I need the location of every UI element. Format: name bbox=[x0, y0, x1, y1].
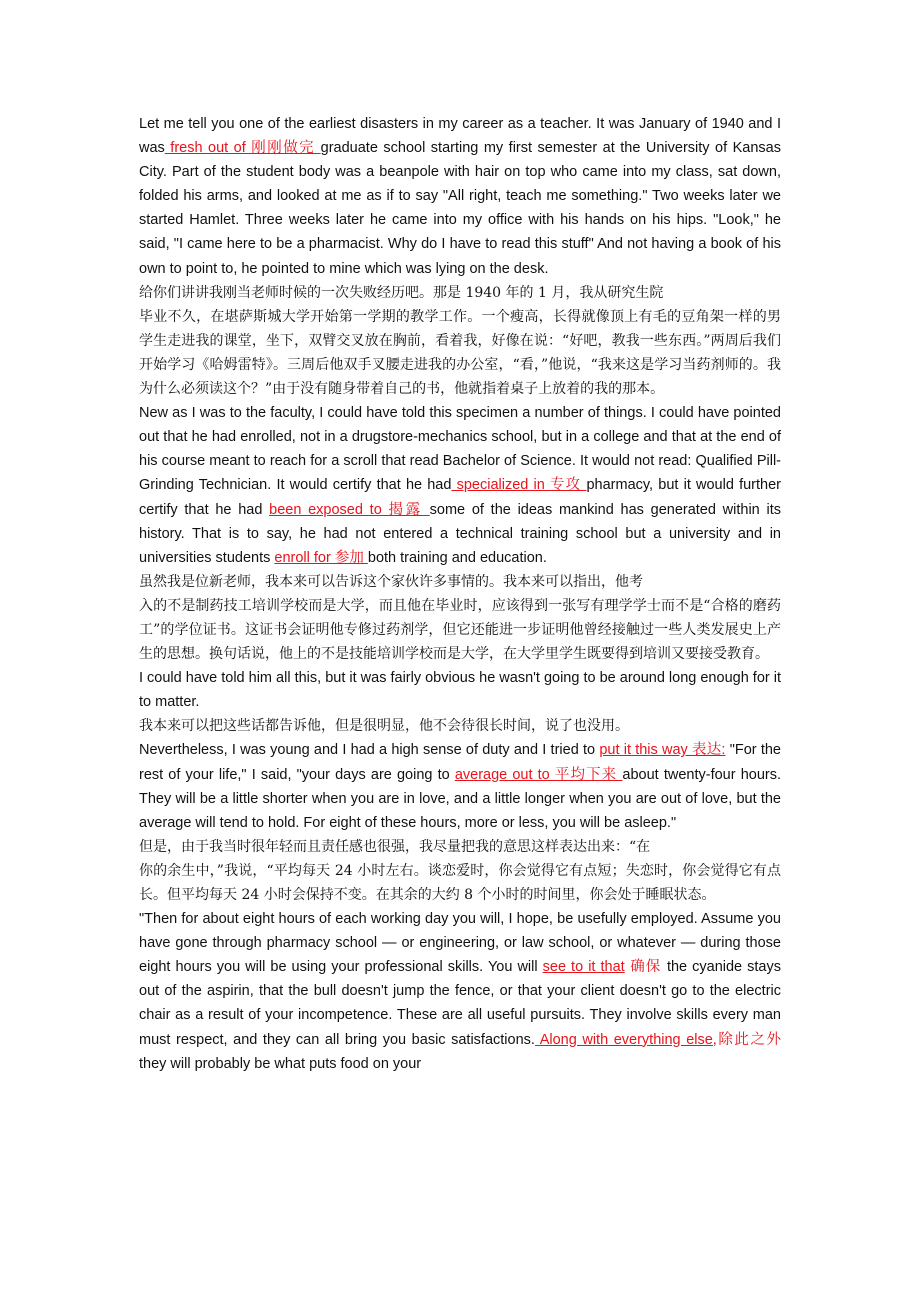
vocab-enroll-for: enroll for 参加 bbox=[274, 549, 368, 566]
vocab-specialized-in: specialized in 专攻 bbox=[451, 477, 587, 494]
vocab-been-exposed-to: been exposed to 揭露 bbox=[269, 501, 430, 518]
paragraph-chinese-2: 虽然我是位新老师，我本来可以告诉这个家伙许多事情的。我本来可以指出，他考 入的不是制药技工培训学校而是大学，而且他在毕业时，应该得到一张写有理学学士而不是“合格的磨药工”的学位证书。这证书会证明他专修过药剂学，但它还能进一步证明他曾经接触过一些人类发展史上产生的思想。换句话说，他上的不是技能培训学校而是大学，在大学里学生既要得到培训又要接受教育。 bbox=[139, 573, 781, 663]
document-page bbox=[139, 112, 781, 1076]
vocab-fresh-out-of: fresh out of 刚刚做完 bbox=[164, 140, 321, 157]
paragraph-chinese-3: 我本来可以把这些话都告诉他，但是很明显，他不会待很长时间，说了也没用。 bbox=[139, 718, 629, 735]
vocab-along-with-everything-else-translation: 除此之外 bbox=[716, 1031, 782, 1048]
vocab-see-to-it-that: see to it that bbox=[542, 959, 625, 976]
paragraph-english-3: I could have told him all this, but it was fairly obvious he wasn't going to be around long enough for it to matter. bbox=[139, 670, 781, 711]
vocab-along-with-everything-else: Along with everything else, bbox=[534, 1031, 717, 1048]
paragraph-english-2: New as I was to the faculty, I could have told this specimen a number of things. I could have pointed out that he had enrolled, not in a drugstore-mechanics school, but in a college and that at the end of his course meant to reach for a scroll that read Bachelor of Science. It would not read: Qualified Pill-Grinding Technician. It would certify that he had specialized in 专攻 pharmacy, but it would further certify that he had been exposed to 揭露 some of the ideas mankind has generated within its history. That is to say, he had not entered a technical training school but a university and in universities students enroll for 参加 both training and education. bbox=[139, 405, 781, 566]
vocab-put-it-this-way: put it this way 表达: bbox=[599, 742, 726, 759]
paragraph-english-5: "Then for about eight hours of each working day you will, I hope, be usefully employed. Assume you have gone through pharmacy school — or engineering, or law school, or whatever — during those eight hours you will be using your professional skills. You will see to it that 确保 the cyanide stays out of the aspirin, that the bull doesn't jump the fence, or that your client doesn't go to the electric chair as a result of your incompetence. These are all useful pursuits. They involve skills every man must respect, and they can all bring you basic satisfactions. Along with everything else,除此之外 they will probably be what puts food on your bbox=[139, 911, 782, 1072]
vocab-average-out-to: average out to 平均下来 bbox=[454, 766, 623, 783]
vocab-see-to-it-that-translation: 确保 bbox=[624, 959, 667, 976]
paragraph-english-4: Nevertheless, I was young and I had a high sense of duty and I tried to put it this way 表达: "For the rest of your life," I said, "your days are going to average out to 平均下来 about twenty-four hours. They will be a little shorter when you are in love, and a little longer when you are out of love, but the average will tend to hold. For eight of these hours, more or less, you will be asleep." bbox=[139, 742, 781, 831]
paragraph-chinese-4: 但是，由于我当时很年轻而且责任感也很强，我尽量把我的意思这样表达出来：“在 你的余生中，”我说，“平均每天 24 小时左右。谈恋爱时，你会觉得它有点短；失恋时，你会觉得它有点长。但平均每天 24 小时会保持不变。在其余的大约 8 个小时的时间里，你会处于睡眠状态。 bbox=[139, 838, 781, 903]
paragraph-chinese-1: 给你们讲讲我刚当老师时候的一次失败经历吧。那是 1940 年的 1 月，我从研究生院 毕业不久，在堪萨斯城大学开始第一学期的教学工作。一个瘦高，长得就像顶上有毛的豆角架一样的男学生走进我的课堂，坐下，双臂交叉放在胸前，看着我，好像在说：“好吧，教我一些东西。”两周后我们开始学习《哈姆雷特》。三周后他双手叉腰走进我的办公室，“看，”他说，“我来这是学习当药剂师的。我为什么必须读这个？”由于没有随身带着自己的书，他就指着桌子上放着的我的那本。 bbox=[139, 284, 781, 398]
paragraph-english-1: Let me tell you one of the earliest disasters in my career as a teacher. It was January of 1940 and I was fresh out of 刚刚做完 graduate school starting my first semester at the University of Kansas City. Part of the student body was a beanpole with hair on top who came into my class, sat down, folded his arms, and looked at me as if to say "All right, teach me something." Two weeks later we started Hamlet. Three weeks later he came into my office with his hands on his hips. "Look," he said, "I came here to be a pharmacist. Why do I have to read this stuff" And not having a book of his own to point to, he pointed to mine which was lying on the desk. bbox=[139, 116, 781, 277]
